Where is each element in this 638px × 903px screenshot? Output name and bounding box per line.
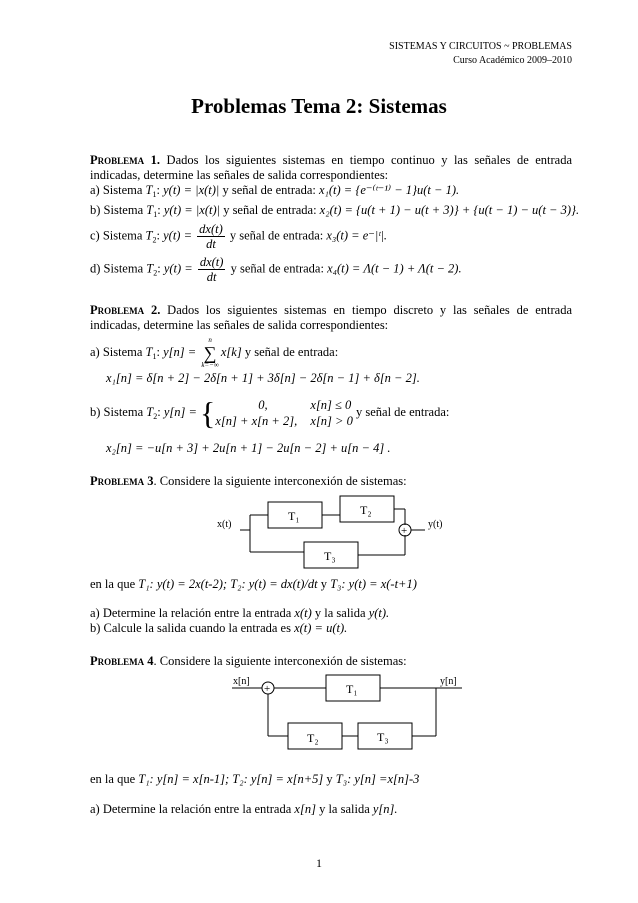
problem-3-block-diagram [0,490,638,570]
plus-sign: + [264,683,271,695]
page-title: Problemas Tema 2: Sistemas [191,94,447,118]
problem-2-input-b: x₂[n] = −u[n + 3] + 2u[n + 1] − 2u[n − 2] + u[n − 4] . [106,441,391,455]
input-label: x(t) [217,519,232,530]
problem-2-label: Problema 2. [90,303,161,317]
summation: n ∑ k=−∞ [201,336,219,369]
t1-label: T₁ [346,682,358,696]
output-label: y[n] [440,676,457,687]
problem-1-item-c: c) Sistema $T_2$: y(t) = $\frac{dx(t)}{dt}$ y señal de entrada: x₃(t) = e⁻|ᵗ|. [90,222,387,251]
problem-2-text: Dados los siguientes sistemas en tiempo discreto y las señales de entrada indicadas, determine las señales de salida correspondientes: [90,303,573,332]
input-signal: x₃(t) = e⁻|ᵗ|. [326,228,387,243]
system-equation: y(t) = |x(t)| [163,183,220,197]
problem-3-question-b: b) Calcule la salida cuando la entrada es x(t) = u(t). [90,621,348,635]
sigma-symbol: ∑ [203,343,217,363]
t3-label: T₃ [324,549,336,563]
plus-sign: + [401,525,408,537]
problem-4-definitions: en la que T₁: y[n] = x[n-1]; T₂: y[n] = x[n+5] y T₃: y[n] =x[n]-3 [90,772,420,786]
input-label: x[n] [233,676,250,687]
left-brace: { [200,395,216,431]
problem-1-item-a: a) Sistema $T_1$: y(t) = |x(t)| y señal de entrada: x₁(t) = {e⁻⁽ᵗ⁻¹⁾ − 1}u(t − 1). [90,183,460,199]
t1-label: T₁ [288,509,300,523]
running-header [389,40,572,68]
problem-1-item-b: b) Sistema $T_1$: y(t) = |x(t)| y señal de entrada: x₂(t) = {u(t + 1) − u(t + 3)} + {u(t − 1) − u(t − 3)}. [90,203,580,219]
problem-2-input-a: x₁[n] = δ[n + 2] − 2δ[n + 1] + 3δ[n] − 2δ[n − 1] + δ[n − 2]. [106,371,420,385]
input-signal: x₁(t) = {e⁻⁽ᵗ⁻¹⁾ − 1}u(t − 1). [318,183,460,197]
input-signal: x₂(t) = {u(t + 1) − u(t + 3)} + {u(t − 1) − u(t − 3)}. [319,203,580,217]
piecewise-cases: 0, x[n] ≤ 0 x[n] + x[n + 2], x[n] > 0 [215,398,353,428]
output-label: y(t) [428,519,443,530]
problem-4-intro: Problema 4. Considere la siguiente interconexión de sistemas: [90,654,407,668]
problem-4-block-diagram [0,670,638,752]
problem-3-question-a: a) Determine la relación entre la entrada x(t) y la salida y(t). [90,606,390,620]
header-year: Curso Académico 2009–2010 [453,55,572,66]
problem-2-item-b: b) Sistema $T_2$: y[n] = { 0, x[n] ≤ 0 x[n] + x[n + 2], x[n] > 0 y señal de entrada: [90,395,450,431]
derivative-fraction: $\frac{dx(t)}{dt}$ [199,222,223,251]
problem-1-item-d: d) Sistema $T_2$: y(t) = $\frac{dx(t)}{dt}$ y señal de entrada: x₄(t) = Λ(t − 1) + Λ(t − 2). [90,255,462,284]
problem-4-question-a: a) Determine la relación entre la entrada x[n] y la salida y[n]. [90,802,398,816]
problem-1-label: Problema 1. [90,153,161,167]
problem-3-definitions: en la que T₁: y(t) = 2x(t-2); T₂: y(t) = dx(t)/dt y T₃: y(t) = x(-t+1) [90,577,417,591]
problem-2-intro [90,303,572,333]
problem-3-intro: Problema 3. Considere la siguiente interconexión de sistemas: [90,474,407,488]
problem-1-text: Dados los siguientes sistemas en tiempo continuo y las señales de entrada indicadas, determine las señales de salida correspondientes: [90,153,573,182]
t3-label: T₃ [377,730,389,744]
derivative-fraction: $\frac{dx(t)}{dt}$ [199,255,224,284]
t2-label: T₂ [360,503,372,517]
system-equation: y(t) = |x(t)| [163,203,221,217]
input-signal: x₄(t) = Λ(t − 1) + Λ(t − 2). [327,261,462,276]
t2-label: T₂ [307,731,319,745]
problem-3-label: Problema 3 [90,474,154,488]
problem-4-label: Problema 4 [90,654,154,668]
header-course: SISTEMAS Y CIRCUITOS ~ PROBLEMAS [389,41,572,52]
page-number: 1 [316,856,322,870]
problem-1-intro [90,153,572,183]
problem-2-item-a: a) Sistema $T_1$: y[n] = n ∑ k=−∞ x[k] y señal de entrada: [90,336,339,369]
